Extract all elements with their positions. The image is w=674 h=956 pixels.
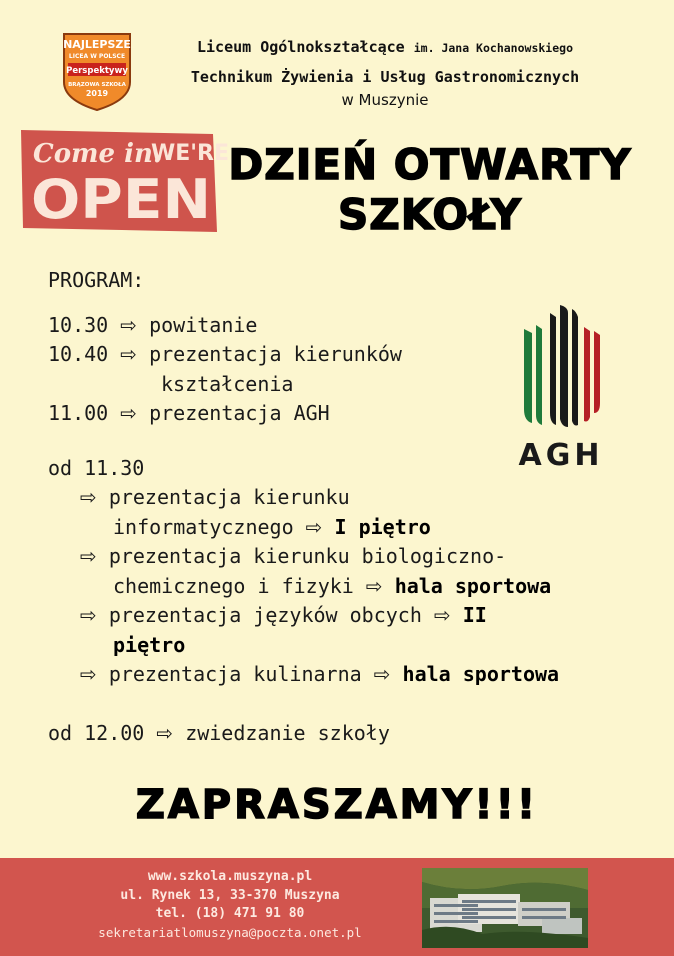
- presentation-location: II: [462, 603, 487, 627]
- arrow-right-icon: ⇨: [80, 544, 97, 568]
- agh-label: AGH: [518, 438, 604, 473]
- presentation-text: informatycznego: [113, 515, 294, 539]
- list-item: [48, 721, 390, 745]
- list-item: [80, 662, 559, 686]
- closing-invitation: ZAPRASZAMY!!!: [135, 782, 539, 828]
- sign-open: OPEN: [31, 168, 211, 231]
- presentation-text: prezentacja kierunku: [108, 485, 350, 509]
- program-time: od 12.00: [48, 721, 145, 745]
- presentation-location-continued: [113, 633, 185, 657]
- list-item: [113, 574, 551, 598]
- program-text-continued: kształcenia: [161, 372, 294, 396]
- school-technical-name: Technikum Żywienia i Usług Gastronomicznych: [190, 68, 580, 86]
- program-time: 10.40: [48, 342, 109, 366]
- agh-logo-icon: [518, 303, 604, 471]
- presentation-location: hala sportowa: [402, 662, 560, 686]
- presentation-location: piętro: [113, 633, 186, 657]
- presentation-text: prezentacja języków obcych: [108, 603, 422, 627]
- program-time: 10.30: [48, 313, 109, 337]
- arrow-right-icon: ⇨: [80, 662, 97, 686]
- arrow-right-icon: ⇨: [433, 603, 451, 627]
- list-item: [80, 485, 350, 509]
- footer-email-link[interactable]: sekretariatlomuszyna@poczta.onet.pl: [98, 925, 362, 940]
- arrow-right-icon: ⇨: [80, 603, 97, 627]
- arrow-right-icon: ⇨: [156, 721, 174, 745]
- event-title-line2: SZKOŁY: [338, 190, 522, 239]
- presentation-location: I piętro: [334, 515, 431, 539]
- badge-subtitle: LICEA W POLSCE: [68, 53, 126, 60]
- badge-brand: Perspektywy: [66, 66, 128, 76]
- school-name: [150, 38, 620, 56]
- open-sign-graphic: [19, 128, 229, 236]
- badge-year: 2019: [85, 89, 109, 98]
- program-text: prezentacja kierunków: [149, 342, 402, 366]
- footer-phone: tel. (18) 471 91 80: [155, 906, 305, 921]
- presentation-text: prezentacja kulinarna: [108, 662, 362, 686]
- presentation-text: chemicznego i fizyki: [113, 574, 354, 598]
- footer: [0, 858, 674, 956]
- event-title-line1: DZIEŃ OTWARTY: [228, 140, 632, 189]
- list-item: [80, 603, 487, 627]
- sign-script: Come in.: [33, 139, 162, 169]
- arrow-right-icon: ⇨: [120, 401, 138, 425]
- list-item: [48, 342, 402, 366]
- arrow-right-icon: ⇨: [120, 342, 138, 366]
- sign-were: WE'RE: [151, 141, 229, 166]
- award-badge-icon: [58, 28, 136, 112]
- program-time: 11.00: [48, 401, 109, 425]
- footer-website-link[interactable]: www.szkola.muszyna.pl: [147, 869, 313, 884]
- program-from-1130: od 11.30: [48, 456, 145, 480]
- footer-address: ul. Rynek 13, 33-370 Muszyna: [120, 888, 340, 903]
- arrow-right-icon: ⇨: [365, 574, 383, 598]
- school-patron: im. Jana Kochanowskiego: [413, 41, 573, 55]
- arrow-right-icon: ⇨: [80, 485, 97, 509]
- list-item: [113, 515, 431, 539]
- program-heading: PROGRAM:: [48, 268, 145, 292]
- list-item: [48, 313, 257, 337]
- presentation-text: prezentacja kierunku biologiczno-: [108, 544, 507, 568]
- list-item: [80, 544, 506, 568]
- presentation-location: hala sportowa: [394, 574, 552, 598]
- program-text: powitanie: [149, 313, 258, 337]
- program-text: prezentacja AGH: [149, 401, 330, 425]
- school-name-main: Liceum Ogólnokształcące: [197, 38, 405, 56]
- arrow-right-icon: ⇨: [305, 515, 323, 539]
- badge-rank: BRĄZOWA SZKOŁA: [68, 82, 126, 88]
- school-location: w Muszynie: [341, 91, 429, 109]
- program-text: zwiedzanie szkoły: [185, 721, 390, 745]
- school-building-photo: [422, 868, 588, 948]
- badge-title: NAJLEPSZE: [63, 38, 131, 51]
- list-item: [48, 401, 330, 425]
- arrow-right-icon: ⇨: [373, 662, 391, 686]
- arrow-right-icon: ⇨: [120, 313, 138, 337]
